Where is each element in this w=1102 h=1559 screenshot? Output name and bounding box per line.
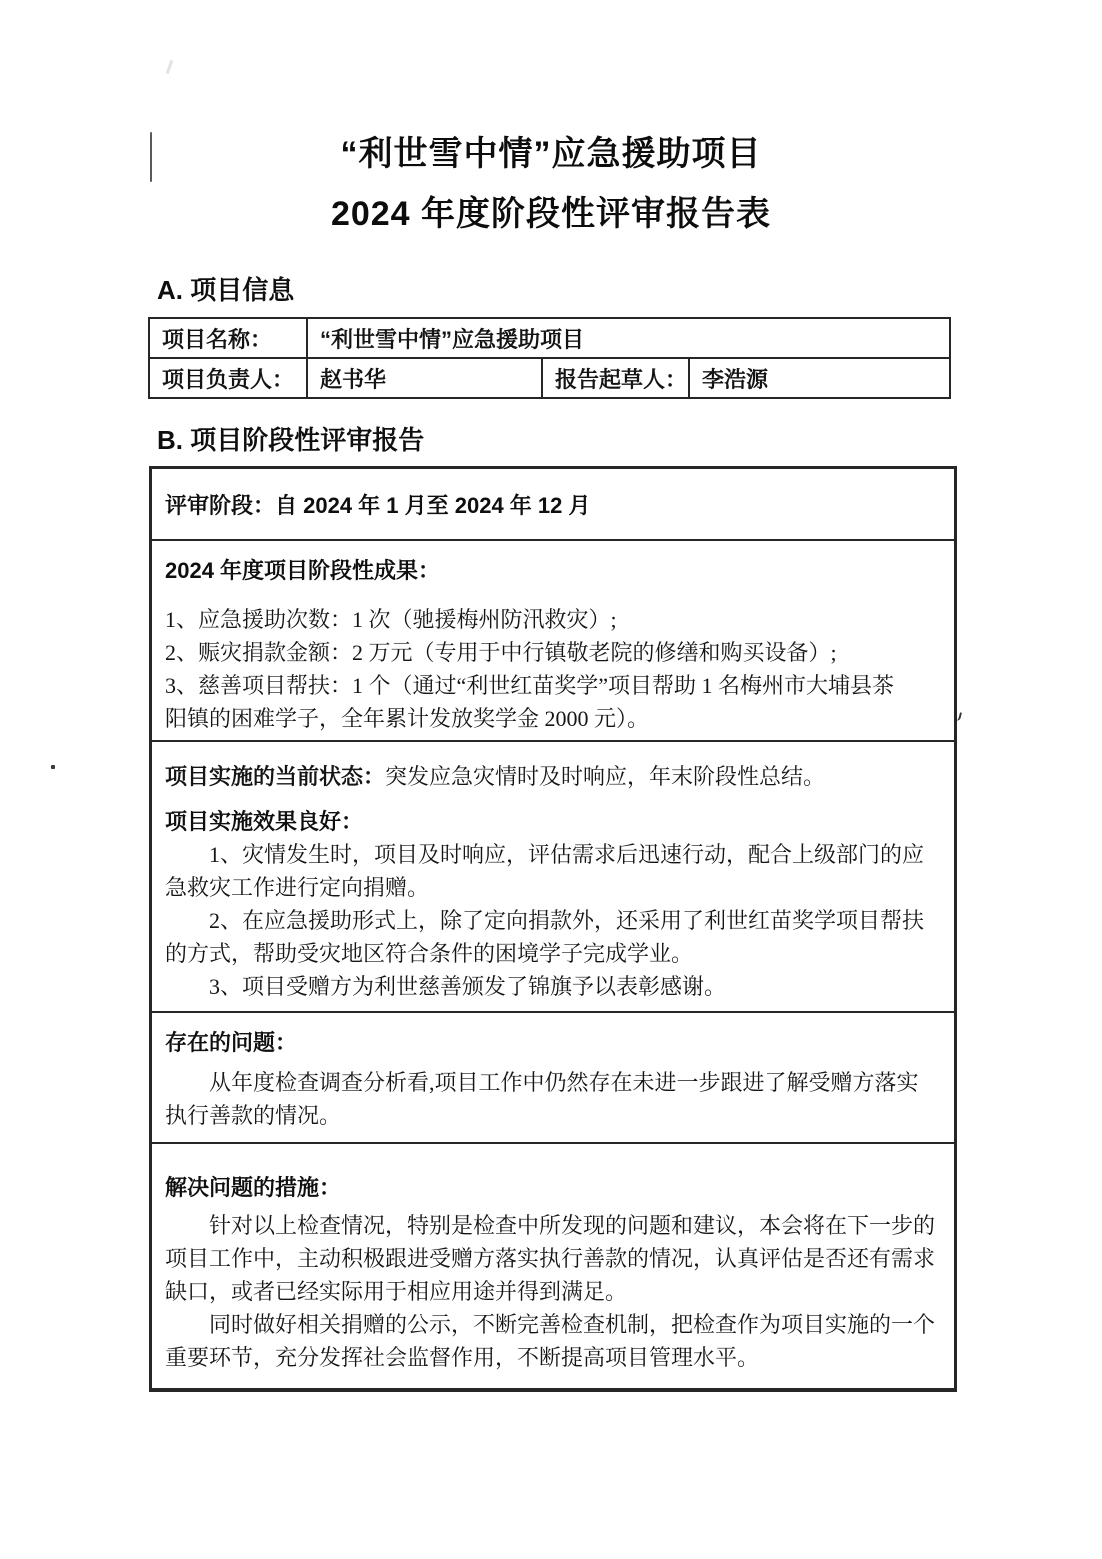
scan-dot-artifact (51, 765, 55, 769)
project-name-value: “利世雪中情”应急援助项目 (307, 318, 950, 358)
section-b-heading: B. 项目阶段性评审报告 (157, 425, 425, 455)
measures-line: 项目工作中，主动积极跟进受赠方落实执行善款的情况，认真评估是否还有需求 (165, 1246, 936, 1271)
current-status-line (165, 760, 941, 793)
annual-results-lines (165, 603, 941, 735)
effect-line: 急救灾工作进行定向捐赠。 (165, 875, 430, 900)
problems-row (152, 1011, 954, 1142)
review-stage-row (152, 469, 954, 539)
review-report-table (149, 466, 957, 1392)
document-title-line2: 2024 年度阶段性评审报告表 (330, 195, 772, 233)
current-status-text: 突发应急灾情时及时响应，年末阶段性总结。 (385, 764, 826, 789)
problems-line: 执行善款的情况。 (165, 1103, 342, 1128)
project-people-row (149, 358, 950, 398)
measures-line: 缺口，或者已经实际用于相应用途并得到满足。 (165, 1279, 628, 1304)
measures-line: 重要环节，充分发挥社会监督作用，不断提高项目管理水平。 (165, 1345, 760, 1370)
measures-row (152, 1142, 954, 1388)
scan-smudge-artifact (166, 60, 174, 74)
project-name-row (149, 318, 950, 358)
project-info-table (148, 317, 951, 399)
section-a-heading: A. 项目信息 (157, 275, 295, 305)
review-stage-text: 评审阶段：自 2024 年 1 月至 2024 年 12 月 (165, 493, 591, 518)
effect-line: 3、项目受赠方为利世慈善颁发了锦旗予以表彰感谢。 (209, 974, 727, 999)
measures-lines (165, 1209, 941, 1374)
annual-results-line: 2、赈灾捐款金额：2 万元（专用于中行镇敬老院的修缮和购买设备）; (165, 640, 837, 665)
measures-line: 同时做好相关捐赠的公示，不断完善检查机制，把检查作为项目实施的一个 (209, 1312, 936, 1337)
problems-heading: 存在的问题： (165, 1030, 298, 1055)
measures-line: 针对以上检查情况，特别是检查中所发现的问题和建议，本会将在下一步的 (209, 1213, 936, 1238)
effect-lines (165, 838, 941, 1003)
current-status-label: 项目实施的当前状态： (165, 764, 386, 789)
problems-line: 从年度检查调查分析看,项目工作中仍然存在未进一步跟进了解受赠方落实 (209, 1070, 919, 1095)
effect-line: 1、灾情发生时，项目及时响应，评估需求后迅速行动，配合上级部门的应 (209, 842, 925, 867)
annual-results-line: 阳镇的困难学子，全年累计发放奖学金 2000 元）。 (165, 706, 650, 731)
effect-heading: 项目实施效果良好： (165, 809, 364, 834)
annual-results-heading: 2024 年度项目阶段性成果： (165, 558, 441, 583)
project-leader-label: 项目负责人： (149, 358, 307, 398)
implementation-status-row (152, 740, 954, 1011)
document-title-line1: “利世雪中情”应急援助项目 (340, 135, 762, 173)
report-drafter-value: 李浩源 (689, 358, 950, 398)
report-drafter-label: 报告起草人： (542, 358, 689, 398)
problems-lines (165, 1066, 941, 1132)
project-name-label: 项目名称： (149, 318, 307, 358)
measures-heading: 解决问题的措施： (165, 1175, 342, 1200)
effect-line: 的方式，帮助受灾地区符合条件的困境学子完成学业。 (165, 941, 694, 966)
project-leader-value: 赵书华 (307, 358, 542, 398)
effect-line: 2、在应急援助形式上，除了定向捐款外，还采用了利世红苗奖学项目帮扶 (209, 908, 925, 933)
annual-results-line: 3、慈善项目帮扶：1 个（通过“利世红苗奖学”项目帮助 1 名梅州市大埔县茶 (165, 673, 895, 698)
annual-results-line: 1、应急援助次数：1 次（驰援梅州防汛救灾）; (165, 607, 617, 632)
annual-results-row (152, 539, 954, 740)
